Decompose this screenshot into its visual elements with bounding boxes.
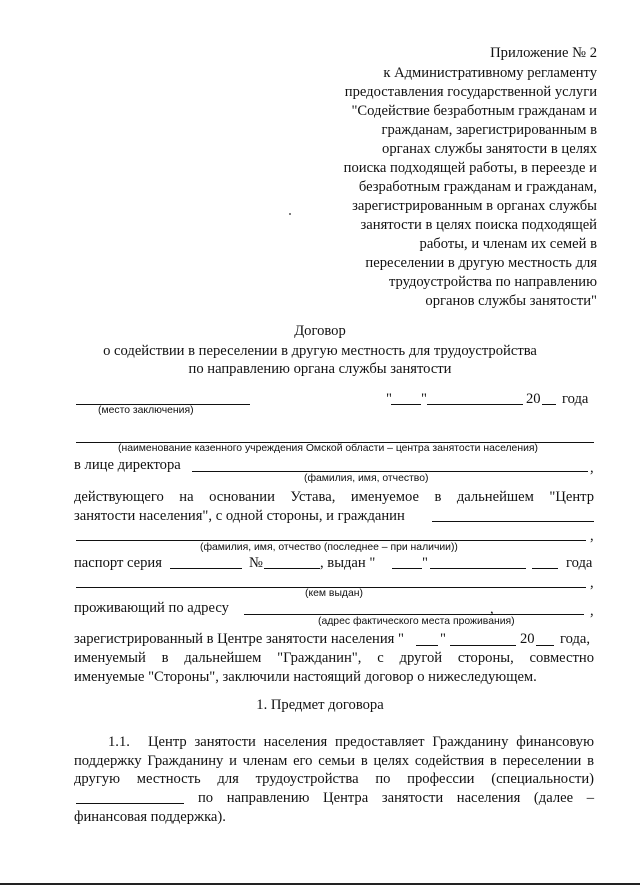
passport-comma: , bbox=[590, 575, 594, 591]
paragraph-line-5: финансовая поддержка). bbox=[74, 809, 226, 825]
appendix-line: работы, и членам их семей в bbox=[419, 236, 597, 252]
address-field[interactable] bbox=[244, 614, 584, 615]
institution-caption: (наименование казенного учреждения Омской области – центра занятости населения) bbox=[118, 443, 538, 454]
appendix-line: предоставления государственной услуги bbox=[344, 84, 597, 100]
date-year-field[interactable] bbox=[542, 404, 556, 405]
appendix-line: переселении в другую местность для bbox=[365, 255, 597, 271]
registered-year-field[interactable] bbox=[536, 645, 554, 646]
citizen-name-field-2[interactable] bbox=[76, 540, 586, 541]
registered-quote: " bbox=[440, 631, 446, 647]
date-day-field[interactable] bbox=[391, 404, 421, 405]
appendix-line: зарегистрированным в органах службы bbox=[352, 198, 597, 214]
registered-month-field[interactable] bbox=[450, 645, 516, 646]
passport-year-field[interactable] bbox=[532, 568, 558, 569]
registered-year-word: года, bbox=[560, 631, 591, 647]
director-caption: (фамилия, имя, отчество) bbox=[304, 473, 429, 484]
director-field[interactable] bbox=[192, 471, 588, 472]
paragraph-line-1: Центр занятости населения предоставляет Гражданину финансовую bbox=[148, 734, 594, 750]
passport-issuer-caption: (кем выдан) bbox=[305, 588, 363, 599]
appendix-line: безработным гражданам и гражданам, bbox=[358, 179, 597, 195]
citizen-name-field-1[interactable] bbox=[432, 521, 594, 522]
profession-field[interactable] bbox=[76, 803, 184, 804]
document-title: Договор bbox=[294, 323, 346, 339]
director-label: в лице директора bbox=[74, 457, 181, 473]
scan-speck bbox=[289, 213, 291, 215]
citizen-comma: , bbox=[590, 528, 594, 544]
registered-text: зарегистрированный в Центре занятости населения " bbox=[74, 631, 404, 647]
date-quote-open: " bbox=[386, 391, 392, 407]
section-heading: 1. Предмет договора bbox=[256, 697, 384, 713]
appendix-line: органах службы занятости в целях bbox=[382, 141, 597, 157]
appendix-line: гражданам, зарегистрированным в bbox=[381, 122, 597, 138]
passport-series-field[interactable] bbox=[170, 568, 242, 569]
passport-year-word: года bbox=[566, 555, 593, 571]
place-caption: (место заключения) bbox=[98, 405, 194, 416]
passport-day-field[interactable] bbox=[392, 568, 422, 569]
passport-series-label: паспорт серия bbox=[74, 555, 162, 571]
paragraph-line-3: другую местность для трудоустройства по профессии (специальности) bbox=[74, 771, 594, 787]
document-subtitle: о содействии в переселении в другую местность для трудоустройства bbox=[103, 343, 537, 359]
paragraph-line-2: поддержку Гражданину и членам его семьи в целях содействия в переселении в bbox=[74, 753, 594, 769]
registered-day-field[interactable] bbox=[416, 645, 438, 646]
director-comma: , bbox=[590, 460, 594, 476]
address-comma-mid: , bbox=[490, 601, 494, 617]
appendix-line: к Административному регламенту bbox=[383, 65, 597, 81]
appendix-line: занятости в целях поиска подходящей bbox=[360, 217, 597, 233]
passport-quote: " bbox=[422, 555, 428, 571]
basis-line-1: действующего на основании Устава, именуемое в дальнейшем "Центр bbox=[74, 489, 594, 505]
appendix-line: трудоустройства по направлению bbox=[388, 274, 597, 290]
passport-number-field[interactable] bbox=[264, 568, 320, 569]
address-comma-end: , bbox=[590, 603, 594, 619]
appendix-line: "Содействие безработным гражданам и bbox=[351, 103, 597, 119]
appendix-line: поиска подходящей работы, в переезде и bbox=[343, 160, 597, 176]
page-bottom-edge bbox=[0, 883, 640, 885]
appendix-line: Приложение № 2 bbox=[490, 45, 597, 61]
address-caption: (адрес фактического места проживания) bbox=[318, 616, 515, 627]
citizen-caption: (фамилия, имя, отчество (последнее – при наличии)) bbox=[200, 542, 458, 553]
registered-line-2: именуемый в дальнейшем "Гражданин", с другой стороны, совместно bbox=[74, 650, 594, 666]
passport-number-label: № bbox=[249, 555, 263, 571]
passport-issued-label: , выдан " bbox=[320, 555, 376, 571]
paragraph-number: 1.1. bbox=[108, 734, 130, 750]
date-quote-close: " bbox=[421, 391, 427, 407]
appendix-line: органов службы занятости" bbox=[425, 293, 597, 309]
address-label: проживающий по адресу bbox=[74, 600, 229, 616]
basis-line-2: занятости населения", с одной стороны, и гражданин bbox=[74, 508, 405, 524]
date-word: года bbox=[562, 391, 589, 407]
registered-year-prefix: 20 bbox=[520, 631, 535, 647]
date-year-prefix: 20 bbox=[526, 391, 541, 407]
registered-line-3: именуемые "Стороны", заключили настоящий договор о нижеследующем. bbox=[74, 669, 537, 685]
date-month-field[interactable] bbox=[427, 404, 523, 405]
document-subtitle-2: по направлению органа службы занятости bbox=[188, 361, 452, 377]
paragraph-line-4: по направлению Центра занятости населения (далее – bbox=[198, 790, 594, 806]
passport-month-field[interactable] bbox=[430, 568, 526, 569]
